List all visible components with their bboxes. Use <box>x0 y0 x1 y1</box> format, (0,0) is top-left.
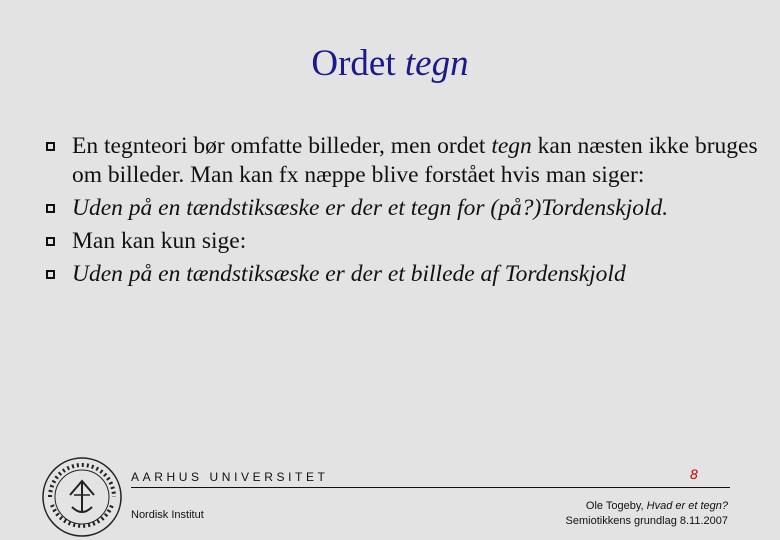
bullet-text-1b: tegn <box>491 133 532 159</box>
department-name: Nordisk Institut <box>131 509 204 521</box>
bullet-list <box>46 132 771 293</box>
bullet-text-2: Uden på en tændstiksæske er der et tegn for (på?)Tordenskjold. <box>72 195 669 221</box>
slide-title <box>0 42 780 86</box>
square-bullet-icon <box>46 237 55 246</box>
bullet-text-3: Man kan kun sige: <box>72 228 247 254</box>
title-plain: Ordet <box>311 43 405 84</box>
bullet-item <box>46 194 771 223</box>
bullet-item <box>46 260 771 289</box>
title-italic: tegn <box>404 43 469 84</box>
footer-rule <box>131 487 730 488</box>
page-number: 8 <box>690 466 698 482</box>
university-name: AARHUS UNIVERSITET <box>131 470 329 484</box>
square-bullet-icon <box>46 204 55 213</box>
author: Ole Togeby, <box>585 500 647 512</box>
footer-citation <box>566 499 728 529</box>
square-bullet-icon <box>46 142 55 151</box>
talk-title: Hvad er et tegn? <box>646 500 728 512</box>
bullet-item <box>46 227 771 256</box>
bullet-text-4: Uden på en tændstiksæske er der et billede af Tordenskjold <box>72 261 626 287</box>
event-line: Semiotikkens grundlag 8.11.2007 <box>565 515 728 527</box>
square-bullet-icon <box>46 270 55 279</box>
bullet-item <box>46 132 771 190</box>
bullet-text-1a: En tegnteori bør omfatte billeder, men ordet <box>72 133 492 159</box>
bullet-text-1c: kan næsten ikke bruges om billeder. Man kan fx næppe blive forstået hvis man siger: <box>72 133 758 188</box>
university-seal-icon <box>40 455 124 539</box>
citation-line-1 <box>566 499 728 514</box>
